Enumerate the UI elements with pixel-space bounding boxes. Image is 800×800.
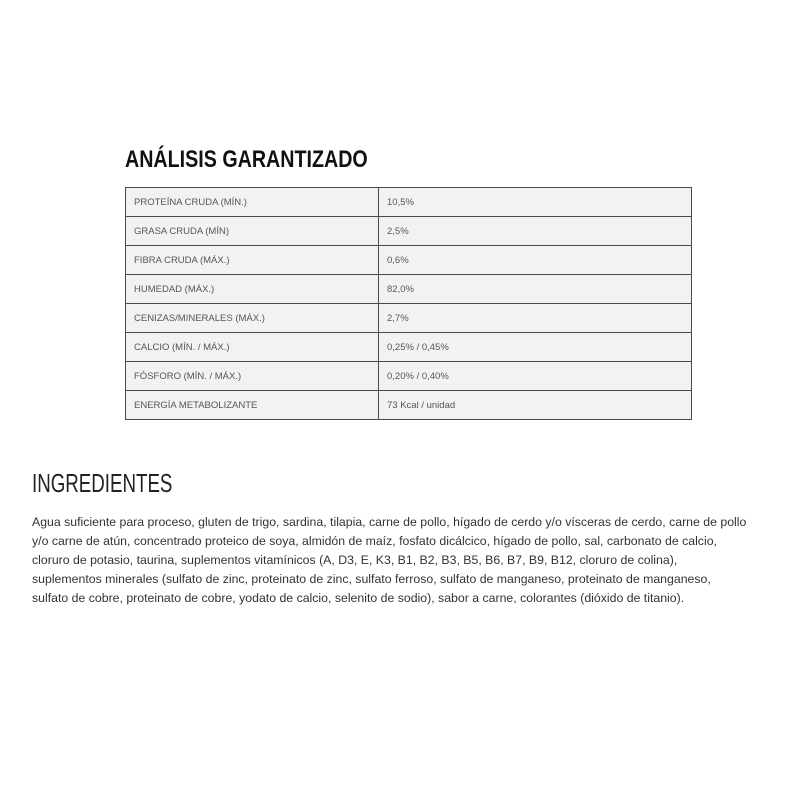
row-value: 0,20% / 0,40%: [379, 362, 692, 391]
ingredients-line: cloruro de potasio, taurina, suplementos vitamínicos (A, D3, E, K3, B1, B2, B3, B5, B6, B7, B9, B12, cloruro de colina),: [32, 553, 678, 567]
row-label: PROTEÍNA CRUDA (MÍN.): [126, 188, 379, 217]
row-value: 82,0%: [379, 275, 692, 304]
table-row: [126, 246, 692, 275]
table-row: [126, 333, 692, 362]
row-label: GRASA CRUDA (MÍN): [126, 217, 379, 246]
row-label: CALCIO (MÍN. / MÁX.): [126, 333, 379, 362]
table-row: [126, 362, 692, 391]
row-value: 0,6%: [379, 246, 692, 275]
row-value: 0,25% / 0,45%: [379, 333, 692, 362]
row-label: CENIZAS/MINERALES (MÁX.): [126, 304, 379, 333]
row-value: 73 Kcal / unidad: [379, 391, 692, 420]
table-row: [126, 217, 692, 246]
row-label: FIBRA CRUDA (MÁX.): [126, 246, 379, 275]
table-row: [126, 188, 692, 217]
row-label: HUMEDAD (MÁX.): [126, 275, 379, 304]
row-label: ENERGÍA METABOLIZANTE: [126, 391, 379, 420]
ingredients-line: suplementos minerales (sulfato de zinc, proteinato de zinc, sulfato ferroso, sulfato de manganeso, proteinato de manganeso,: [32, 572, 711, 586]
analysis-table: [125, 187, 692, 420]
row-value: 2,5%: [379, 217, 692, 246]
table-row: [126, 304, 692, 333]
row-label: FÓSFORO (MÍN. / MÁX.): [126, 362, 379, 391]
ingredients-line: Agua suficiente para proceso, gluten de trigo, sardina, tilapia, carne de pollo, hígado de cerdo y/o vísceras de cerdo, carne de pollo: [32, 515, 747, 529]
table-row: [126, 275, 692, 304]
row-value: 10,5%: [379, 188, 692, 217]
table-row: [126, 391, 692, 420]
ingredients-text: [32, 513, 746, 608]
row-value: 2,7%: [379, 304, 692, 333]
analysis-title: ANÁLISIS GARANTIZADO: [125, 146, 368, 173]
ingredients-line: sulfato de cobre, proteinato de cobre, yodato de calcio, selenito de sodio), sabor a carne, colorantes (dióxido de titanio).: [32, 591, 685, 605]
ingredients-line: y/o carne de atún, concentrado proteico de soya, almidón de maíz, fosfato dicálcico, hígado de pollo, sal, carbonato de calcio,: [32, 534, 717, 548]
ingredients-title: INGREDIENTES: [32, 468, 173, 498]
